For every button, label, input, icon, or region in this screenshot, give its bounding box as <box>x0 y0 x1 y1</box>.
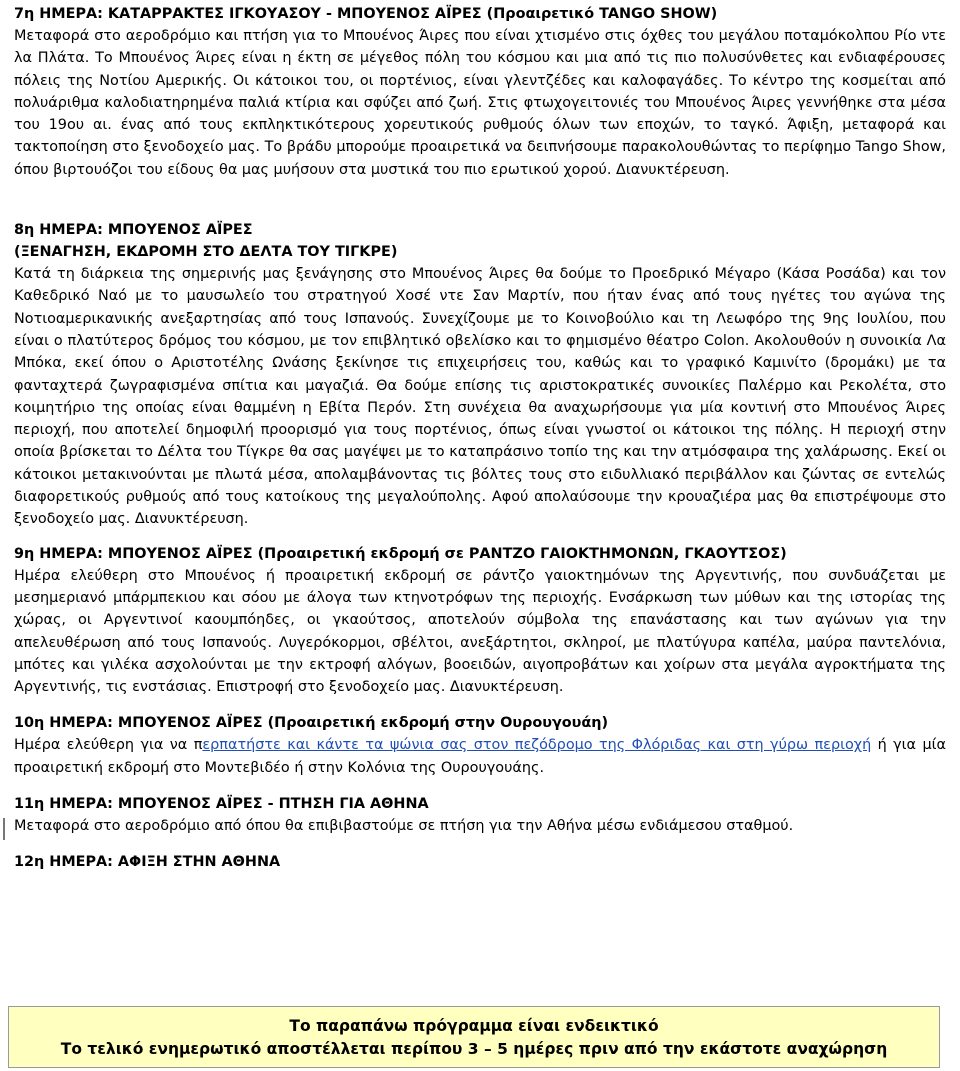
day-9-text: Ημέρα ελεύθερη στο Μπουένος ή προαιρετική εκδρομή σε ράντζο γαιοκτημόνων της Αργεντινής, που συνδυάζεται με μεσημεριανό μπάρμπεκιου και σόου με άλογα των κτηνοτρόφων της περιοχής. Ενσάρκωση των μύθων και της ιστορίας της χώρας, οι Αργεντινοί καουμπόηδες, οι γκαούτσος, αποτελούν σύμβολα της επανάστασης και των αγώνων για την απελευθέρωση από τους Ισπανούς. Λυγερόκορμοι, σβέλτοι, ανεξάρτητοι, σκληροί, με πλατύγυρα καπέλα, μαύρα παντελόνια, μπότες και γιλέκα ασχολούνται με την εκτροφή αλόγων, βοοειδών, αιγοπροβάτων και χοίρων στα μεγάλα αγροκτήματα της Αργεντινής, τις ενστάσιας. Επιστροφή στο ξενοδοχείο μας. Διανυκτέρευση. <box>14 567 946 696</box>
day-10-section <box>14 712 946 779</box>
day-11-section <box>14 793 946 837</box>
day-10-text-before: Ημέρα ελεύθερη για να π <box>14 737 203 754</box>
day-8-text: Κατά τη διάρκεια της σημερινής μας ξενάγησης στο Μπουένος Άιρες θα δούμε το Προεδρικό Μέγαρο (Κάσα Ροσάδα) και τον Καθεδρικό Ναό με το μαυσωλείο του στρατηγού Χοσέ ντε Σαν Μαρτίν, που ήταν ένας από τους ηγέτες του αγώνα της Νοτιοαμερικανικής ανεξαρτησίας από τους Ισπανούς. Συνεχίζουμε με το Κοινοβούλιο και τη Λεωφόρο της 9ης Ιουλίου, που είναι ο πλατύτερος δρόμος του κόσμου, με τον επιβλητικό οβελίσκο και το φημισμένο θέατρο Colon. Ακολουθούν η συνοικία Λα Μπόκα, εκεί όπου ο Αριστοτέλης Ωνάσης ξεκίνησε τις επιχειρήσεις του, καθώς και το γραφικό Καμινίτο (δρομάκι) με τα φανταχτερά ζωγραφισμένα σπίτια και μαγαζιά. Θα δούμε επίσης τις αριστοκρατικές συνοικίες Παλέρμο και Ρεκολέτα, στο κοιμητήριο της οποίας είναι θαμμένη η Εβίτα Περόν. Στη συνέχεια θα αναχωρήσουμε για μία κοντινή στο Μπουένος Άιρες περιοχή, που αποτελεί δημοφιλή προορισμό για τους πορτένιος, όπως είναι γνωστοί οι κάτοικοι της πόλης. Η περιοχή στην οποία βρίσκεται το Δέλτα του Τίγκρε θα σας μαγέψει με το καταπράσινο τοπίο της και την ατμόσφαιρα της χαλάρωσης. Εκεί οι κάτοικοι μετακινούνται με πλωτά μέσα, απολαμβάνοντας τις βόλτες τους στο ειδυλλιακό περιβάλλον και ζώντας σε εντελώς διαφορετικούς ρυθμούς από τους κατοίκους της μεγαλούπολης. Αφού απολαύσουμε την κρουαζιέρα μας θα επιστρέψουμε στο ξενοδοχείο μας. Διανυκτέρευση. <box>14 266 946 528</box>
day-7-text: Μεταφορά στο αεροδρόμιο και πτήση για το Μπουένος Άιρες που είναι χτισμένο στις όχθες του μεγάλου ποταμόκολπου Ρίο ντε λα Πλάτα. Το Μπουένος Άιρες είναι η έκτη σε μέγεθος πόλη του κόσμου και μια από τις πιο πολυσύνθετες και ενδιαφέρουσες πόλεις της Νοτίου Αμερικής. Οι κάτοικοι του, οι πορτένιος, είναι γλεντζέδες και καλοφαγάδες. Το κέντρο της κοσμείται από πολυάριθμα καλοδιατηρημένα παλιά κτίρια και σφύζει από ζωή. Στις φτωχογειτονιές του Μπουένος Άιρες γεννήθηκε στα μέσα του 19ου αι. ένας από τους εκπληκτικότερους χορευτικούς ρυθμούς όλων των εποχών, το ταγκό. Άφιξη, μεταφορά και τακτοποίηση στο ξενοδοχείο μας. Το βράδυ μπορούμε προαιρετικά να δειπνήσουμε παρακολουθώντας το περίφημο Tango Show, όπου βιρτουόζοι του είδους θα μας μυήσουν στα μυστικά του πιο ερωτικού χορού. Διανυκτέρευση. <box>14 28 946 178</box>
notice-line-1: Το παραπάνω πρόγραμμα είναι ενδεικτικό <box>289 1017 659 1035</box>
day-7-title: 7η ΗΜΕΡΑ: ΚΑΤΑΡΡΑΚΤΕΣ ΙΓΚΟΥΑΣΟΥ - ΜΠΟΥΕΝΟΣ ΑΪΡΕΣ (Προαιρετικό TANGO SHOW) <box>14 6 718 22</box>
day-12-title: 12η ΗΜΕΡΑ: ΑΦΙΞΗ ΣΤΗΝ ΑΘΗΝΑ <box>14 854 281 871</box>
day-8-title: 8η ΗΜΕΡΑ: ΜΠΟΥΕΝΟΣ ΑΪΡΕΣ <box>14 222 253 239</box>
day-10-text <box>14 734 946 779</box>
day-10-shopping-link[interactable]: ερπατήστε και κάντε τα ψώνια σας στον πεζόδρομο της Φλόριδας και στη γύρω περιοχή <box>202 737 872 754</box>
day-7-section <box>14 3 946 181</box>
itinerary-document <box>14 3 946 873</box>
day-10-title: 10η ΗΜΕΡΑ: ΜΠΟΥΕΝΟΣ ΑΪΡΕΣ (Προαιρετική εκδρομή στην Ουρουγουάη) <box>14 715 609 732</box>
day-11-text: Μεταφορά στο αεροδρόμιο από όπου θα επιβιβαστούμε σε πτήση για την Αθήνα μέσω ενδιάμεσου σταθμού. <box>14 818 794 835</box>
day-12-section <box>14 851 946 873</box>
day-10-text-after: ή για μία προαιρετική εκδρομή στο Μοντεβιδέο ή στην Κολόνια της Ουρουγουάης. <box>14 737 946 776</box>
day-9-section <box>14 543 946 699</box>
notice-box <box>8 1006 940 1068</box>
day-8-subtitle: (ΞΕΝΑΓΗΣΗ, ΕΚΔΡΟΜΗ ΣΤΟ ΔΕΛΤΑ ΤΟΥ ΤΙΓΚΡΕ) <box>14 244 398 261</box>
day-9-title: 9η ΗΜΕΡΑ: ΜΠΟΥΕΝΟΣ ΑΪΡΕΣ (Προαιρετική εκδρομή σε ΡΑΝΤΖΟ ΓΑΙΟΚΤΗΜΟΝΩΝ, ΓΚΑΟΥΤΣΟΣ) <box>14 545 787 562</box>
change-bar <box>3 818 5 840</box>
day-8-section <box>14 219 946 531</box>
notice-line-2: Το τελικό ενημερωτικό αποστέλλεται περίπου 3 – 5 ημέρες πριν από την εκάστοτε αναχώρηση <box>60 1040 888 1058</box>
day-11-title: 11η ΗΜΕΡΑ: ΜΠΟΥΕΝΟΣ ΑΪΡΕΣ - ΠΤΗΣΗ ΓΙΑ ΑΘΗΝΑ <box>14 796 429 813</box>
